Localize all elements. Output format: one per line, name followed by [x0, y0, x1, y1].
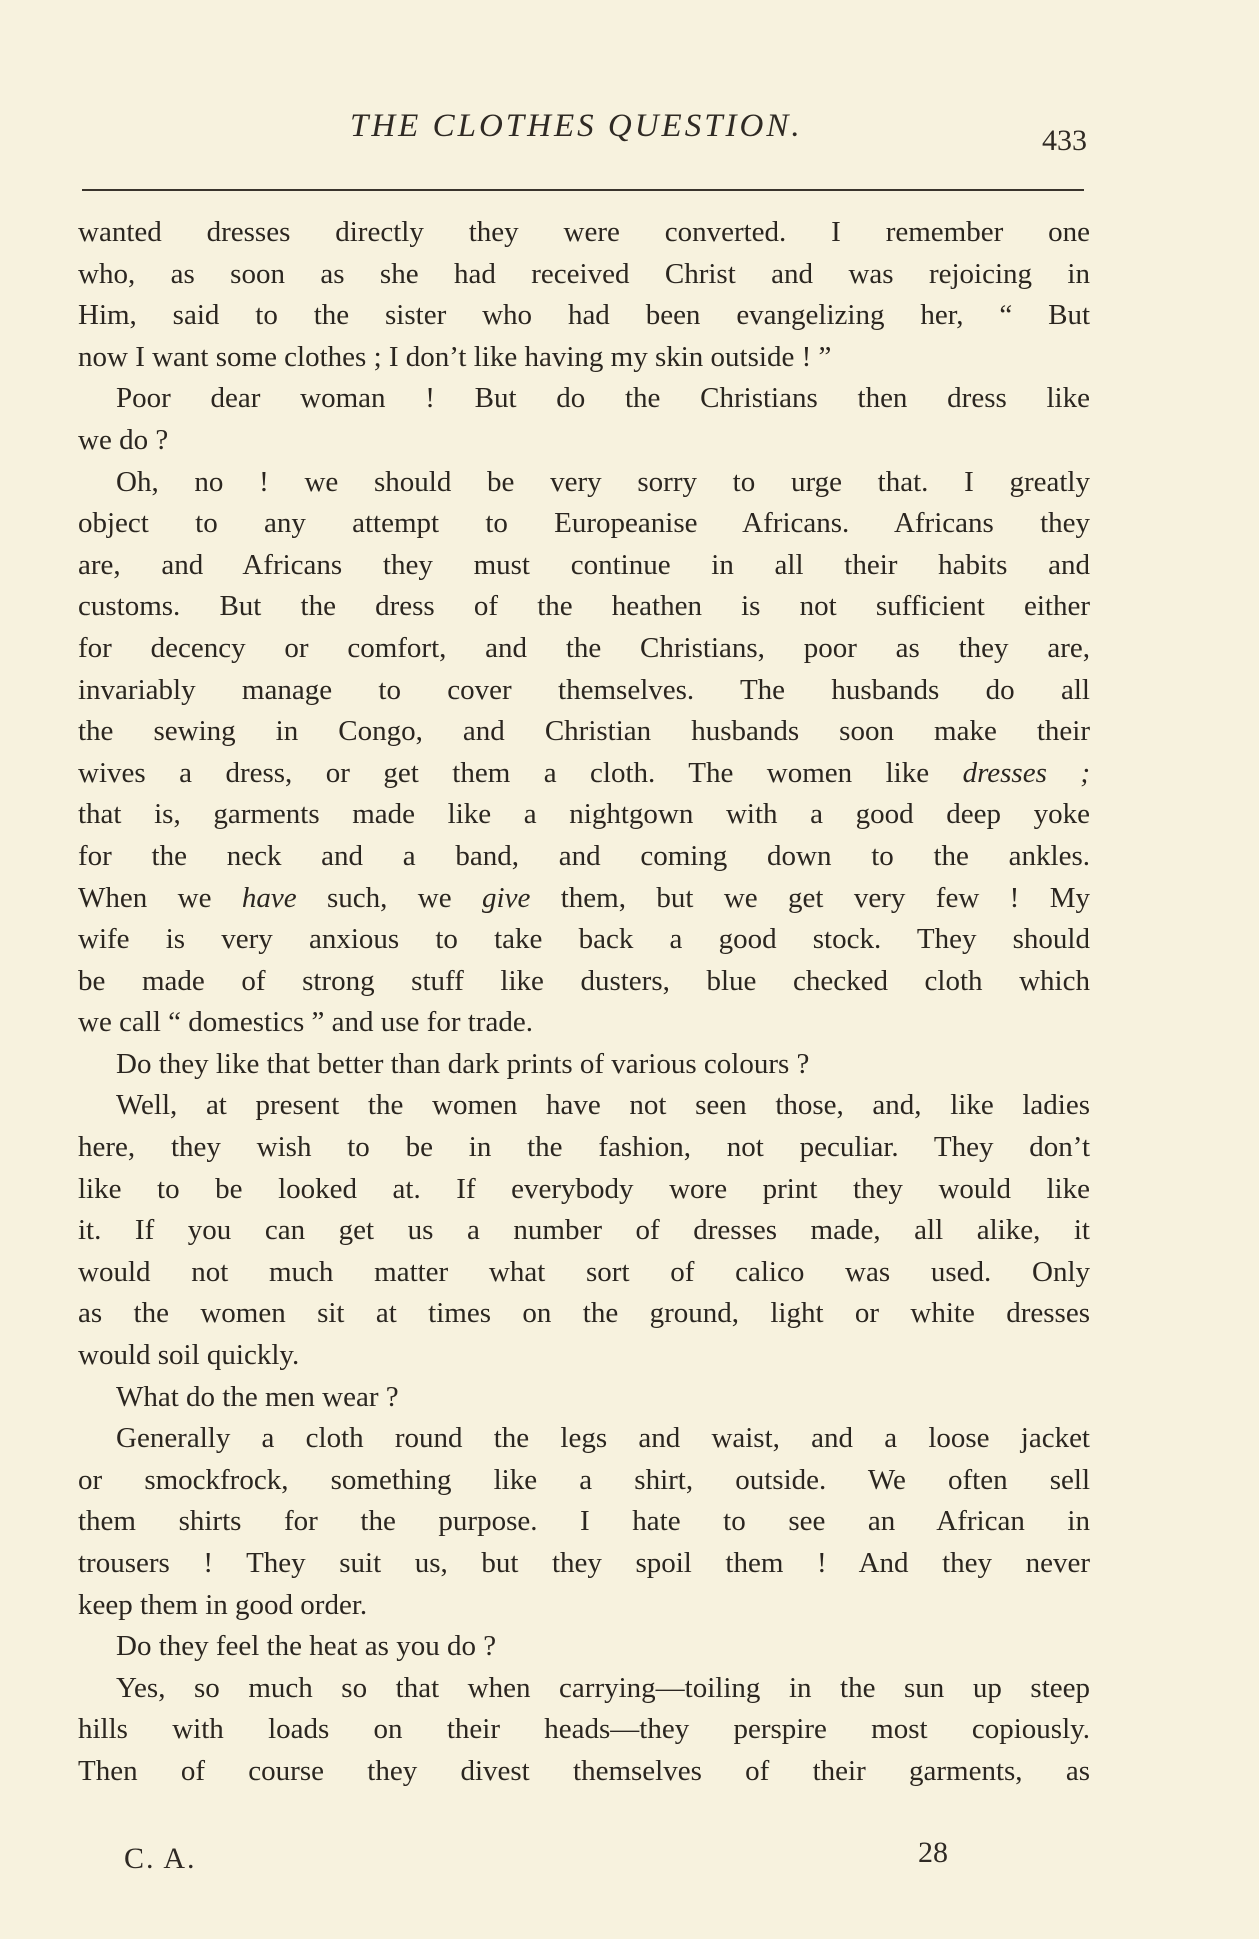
text-run: we do ? [78, 423, 169, 456]
text-run: be made of strong stuff like dusters, blue checked cloth which [78, 964, 1090, 997]
text-line [78, 1377, 1090, 1419]
text-run: we call “ domestics ” and use for trade. [78, 1006, 533, 1039]
body-text [78, 212, 1090, 1793]
text-line [78, 545, 1090, 587]
text-line [78, 1335, 1090, 1377]
text-line [78, 295, 1090, 337]
text-run: wife is very anxious to take back a good stock. They should [78, 923, 1090, 956]
text-line [78, 420, 1090, 462]
text-run: object to any attempt to Europeanise Africans. Africans they [78, 507, 1090, 540]
text-run: wives a dress, or get them a cloth. The women like [78, 756, 963, 789]
text-run: Then of course they divest themselves of their garments, as [78, 1754, 1090, 1787]
text-run: that is, garments made like a nightgown with a good deep yoke [78, 798, 1090, 831]
italic-text: dresses ; [962, 756, 1090, 789]
text-line [78, 1626, 1090, 1668]
italic-text: give [482, 881, 531, 914]
text-line [78, 1751, 1090, 1793]
text-line [78, 670, 1090, 712]
text-line [78, 1709, 1090, 1751]
text-line [78, 1501, 1090, 1543]
text-run: or smockfrock, something like a shirt, outside. We often sell [78, 1463, 1090, 1496]
text-line [78, 1460, 1090, 1502]
text-line [78, 1252, 1090, 1294]
text-run: What do the men wear ? [116, 1380, 399, 1413]
text-line [78, 1085, 1090, 1127]
text-line [78, 586, 1090, 628]
text-run: are, and Africans they must continue in all their habits and [78, 548, 1090, 581]
text-run: for the neck and a band, and coming down to the ankles. [78, 839, 1090, 872]
text-run: like to be looked at. If everybody wore print they would like [78, 1172, 1090, 1205]
text-line [78, 1044, 1090, 1086]
page-footer [0, 1836, 1259, 1886]
running-title: THE CLOTHES QUESTION. [350, 108, 803, 144]
italic-text: have [241, 881, 297, 914]
text-line [78, 1585, 1090, 1627]
text-run: Oh, no ! we should be very sorry to urge that. I greatly [116, 465, 1090, 498]
page-number: 433 [1042, 124, 1087, 157]
text-line [78, 794, 1090, 836]
text-line [78, 711, 1090, 753]
text-run: Him, said to the sister who had been evangelizing her, “ But [78, 299, 1090, 332]
text-run: the sewing in Congo, and Christian husbands soon make their [78, 715, 1090, 748]
text-line [78, 1002, 1090, 1044]
text-run: keep them in good order. [78, 1588, 368, 1621]
text-line [78, 1169, 1090, 1211]
text-run: here, they wish to be in the fashion, not peculiar. They don’t [78, 1131, 1090, 1164]
text-line [78, 1668, 1090, 1710]
text-run: Well, at present the women have not seen those, and, like ladies [116, 1089, 1090, 1122]
text-line [78, 836, 1090, 878]
text-run: When we [78, 881, 242, 914]
text-run: for decency or comfort, and the Christians, poor as they are, [78, 631, 1090, 664]
signature-mark: C. A. [124, 1842, 197, 1875]
text-line [78, 1293, 1090, 1335]
text-line [78, 753, 1090, 795]
text-line [78, 628, 1090, 670]
sheet-mark: 28 [918, 1836, 948, 1869]
text-line [78, 1543, 1090, 1585]
text-run: customs. But the dress of the heathen is not sufficient either [78, 590, 1090, 623]
text-line [78, 254, 1090, 296]
text-run: would not much matter what sort of calico was used. Only [78, 1255, 1090, 1288]
text-run: who, as soon as she had received Christ and was rejoicing in [78, 257, 1090, 290]
text-line [78, 878, 1090, 920]
text-line [78, 1418, 1090, 1460]
text-run: Poor dear woman ! But do the Christians then dress like [116, 382, 1090, 415]
text-line [78, 212, 1090, 254]
text-line [78, 919, 1090, 961]
text-line [78, 462, 1090, 504]
text-run: now I want some clothes ; I don’t like having my skin outside ! ” [78, 340, 832, 373]
running-head [0, 108, 1259, 158]
text-run: Do they like that better than dark prints of various colours ? [116, 1047, 810, 1080]
text-run: Do they feel the heat as you do ? [116, 1630, 497, 1663]
text-line [78, 1127, 1090, 1169]
text-line [78, 1210, 1090, 1252]
text-run: hills with loads on their heads—they perspire most copiously. [78, 1713, 1090, 1746]
header-rule [82, 189, 1084, 191]
text-line [78, 378, 1090, 420]
text-run: such, we [296, 881, 483, 914]
text-run: as the women sit at times on the ground, light or white dresses [78, 1297, 1090, 1330]
text-run: trousers ! They suit us, but they spoil them ! And they never [78, 1547, 1090, 1579]
text-line [78, 337, 1090, 379]
text-run: Yes, so much so that when carrying—toiling in the sun up steep [116, 1671, 1090, 1704]
text-run: Generally a cloth round the legs and waist, and a loose jacket [116, 1422, 1090, 1455]
text-line [78, 503, 1090, 545]
text-line [78, 961, 1090, 1003]
text-run: wanted dresses directly they were converted. I remember one [78, 216, 1090, 248]
text-run: them shirts for the purpose. I hate to see an African in [78, 1505, 1090, 1538]
text-run: would soil quickly. [78, 1339, 300, 1372]
text-run: invariably manage to cover themselves. The husbands do all [78, 673, 1090, 706]
text-run: it. If you can get us a number of dresses made, all alike, it [78, 1214, 1090, 1247]
text-run: them, but we get very few ! My [530, 881, 1090, 914]
